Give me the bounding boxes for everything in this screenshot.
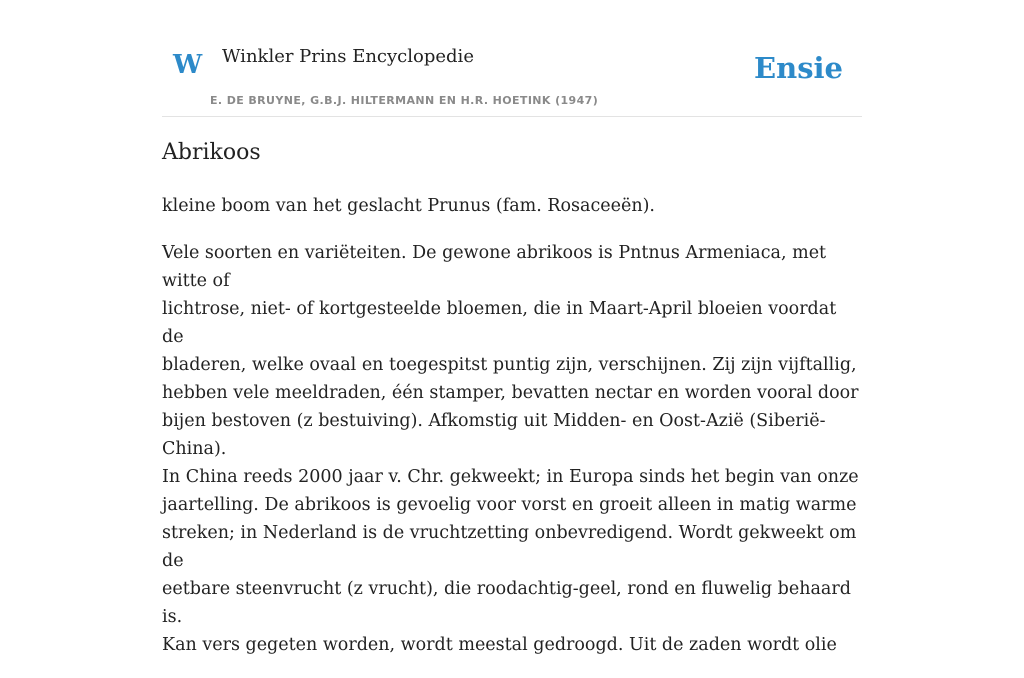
publication-logo-icon[interactable]: W: [173, 50, 203, 80]
entry-title: Abrikoos: [162, 140, 261, 165]
entry-paragraph: kleine boom van het geslacht Prunus (fam. Rosaceeën).: [162, 196, 655, 216]
publication-authors: E. DE BRUYNE, G.B.J. HILTERMANN EN H.R. HOETINK (1947): [210, 94, 599, 107]
entry-body: [162, 192, 862, 678]
brand-logo-link[interactable]: Ensie: [754, 51, 843, 85]
publication-title[interactable]: Winkler Prins Encyclopedie: [222, 46, 474, 67]
header: [162, 40, 862, 117]
entry-paragraph: Vele soorten en variëteiten. De gewone abrikoos is Pntnus Armeniaca, met witte of lichtrose, niet- of kortgesteelde bloemen, die in Maart-April bloeien voordat de bladeren, welke ovaal en toegespitst puntig zijn, verschijnen. Zij zijn vijftallig, hebben vele meeldraden, één stamper, bevatten nectar en worden vooral door bijen bestoven (z bestuiving). Afkomstig uit Midden- en Oost-Azië (Siberië-China). In China reeds 2000 jaar v. Chr. gekweekt; in Europa sinds het begin van onze jaartelling. De abrikoos is gevoelig voor vorst en groeit alleen in matig warme streken; in Nederland is de vruchtzetting onbevredigend. Wordt gekweekt om de eetbare steenvrucht (z vrucht), die roodachtig-geel, rond en fluwelig behaard is. Kan vers gegeten worden, wordt meestal gedroogd. Uit de zaden wordt olie: [162, 243, 859, 655]
